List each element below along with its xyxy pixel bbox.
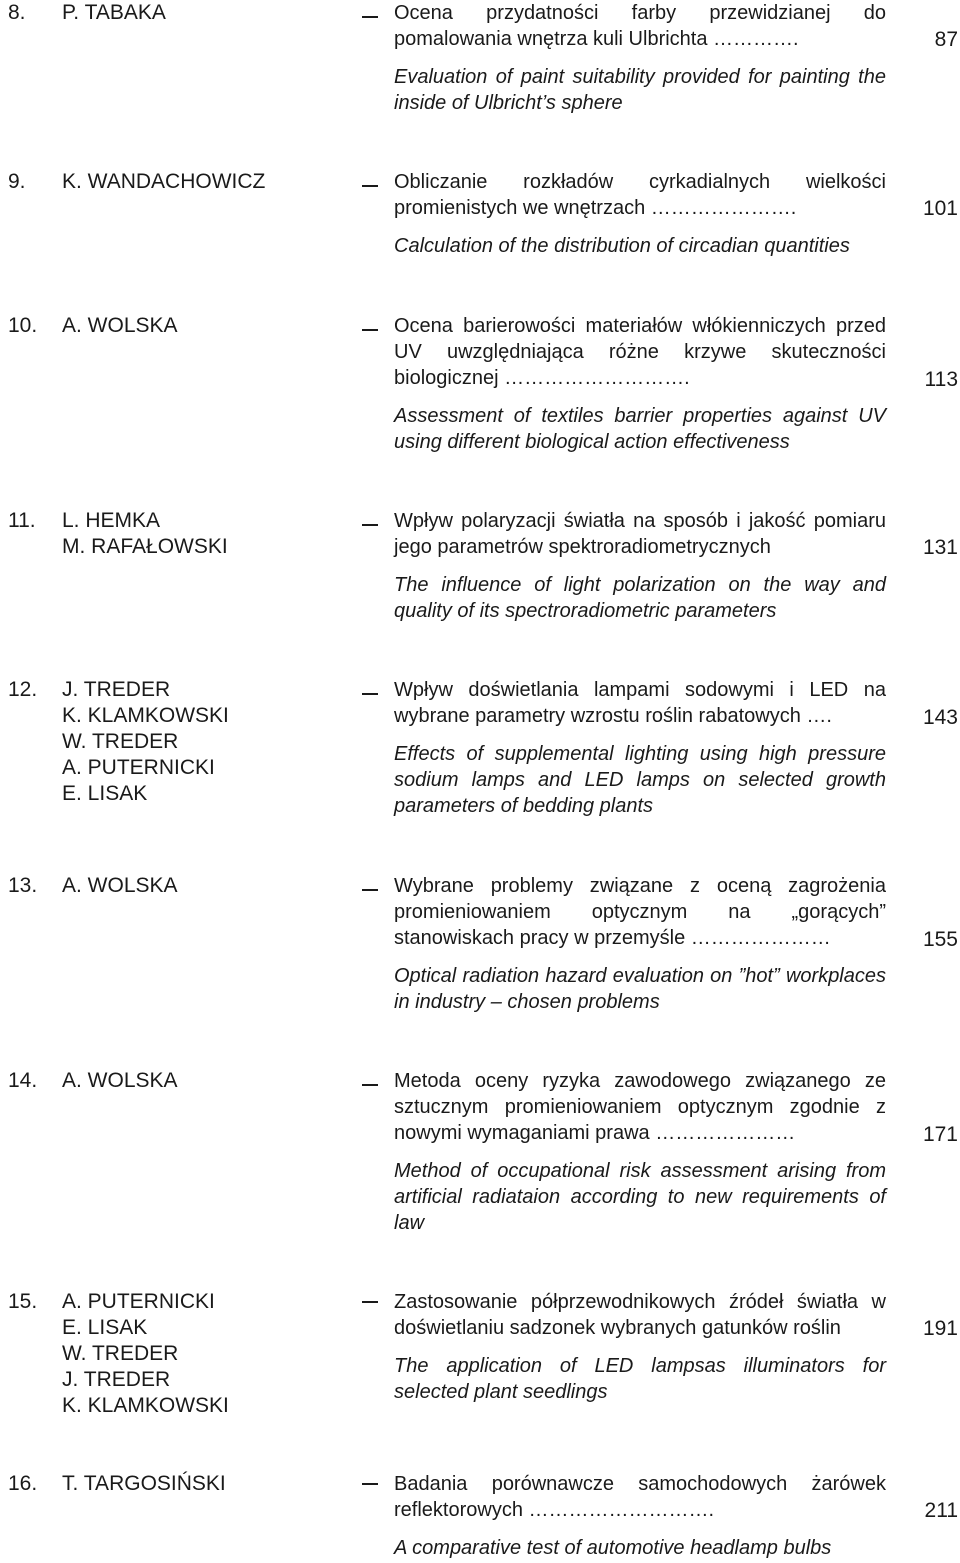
title-polish: Obliczanie rozkładów cyrkadialnych wielkości promienistych we wnętrzach …………………. [394,171,886,219]
author-name: A. PUTERNICKI [62,1290,215,1313]
entry-titles [394,169,886,259]
title-english: The influence of light polarization on the way and quality of its spectroradiometric parameters [394,574,886,622]
title-polish: Wpływ polaryzacji światła na sposób i jakość pomiaru jego parametrów spektroradiometrycznych [394,510,886,558]
title-english: Evaluation of paint suitability provided for painting the inside of Ulbricht’s sphere [394,66,886,114]
dash-separator [362,693,378,695]
entry-titles [394,1289,886,1405]
entry-titles [394,677,886,819]
entry-number: 14. [8,1069,38,1092]
entry-number: 16. [8,1472,38,1495]
entry-number: 10. [8,314,38,337]
dash-separator [362,1483,378,1485]
dash-separator [362,889,378,891]
entry-number: 11. [8,509,36,532]
author-name: M. RAFAŁOWSKI [62,535,228,558]
page-number: 131 [922,536,958,559]
dash-separator [362,16,378,18]
author-name: E. LISAK [62,782,148,805]
authors [62,677,229,807]
entry-titles [394,1471,886,1561]
title-polish: Ocena przydatności farby przewidzianej do pomalowania wnętrza kuli Ulbrichta …………. [394,2,886,50]
title-polish: Ocena barierowości materiałów włókienniczych przed UV uwzględniająca różne krzywe skuteczności biologicznej ………………………. [394,315,886,389]
authors [62,1471,226,1497]
author-name: E. LISAK [62,1316,148,1339]
page-number: 191 [922,1317,958,1340]
title-polish: Zastosowanie półprzewodnikowych źródeł światła w doświetlaniu sadzonek wybranych gatunków roślin [394,1291,886,1339]
title-english: The application of LED lampsas illuminators for selected plant seedlings [394,1355,886,1403]
entry-number: 15. [8,1290,38,1313]
title-polish: Wpływ doświetlania lampami sodowymi i LED na wybrane parametry wzrostu roślin rabatowych …. [394,679,886,727]
title-english: A comparative test of automotive headlamp bulbs [394,1537,832,1559]
author-name: K. KLAMKOWSKI [62,1394,229,1417]
author-name: J. TREDER [62,1368,171,1391]
authors [62,1068,178,1094]
page-number: 171 [922,1123,958,1146]
dash-separator [362,1301,378,1303]
authors [62,508,228,560]
author-name: W. TREDER [62,1342,179,1365]
author-name: L. HEMKA [62,509,161,532]
entry-titles [394,1068,886,1236]
page-number: 155 [922,928,958,951]
title-english: Effects of supplemental lighting using high pressure sodium lamps and LED lamps on selected growth parameters of bedding plants [394,743,886,817]
entry-number: 13. [8,874,38,897]
entry-number: 12. [8,678,38,701]
entry-titles [394,508,886,624]
page-number: 211 [924,1499,958,1522]
entry-titles [394,313,886,455]
author-name: A. PUTERNICKI [62,756,215,779]
author-name: P. TABAKA [62,1,166,24]
author-name: W. TREDER [62,730,179,753]
page-number: 113 [924,368,958,391]
dash-separator [362,185,378,187]
author-name: A. WOLSKA [62,314,178,337]
dash-separator [362,524,378,526]
entry-titles [394,873,886,1015]
page-number: 87 [934,28,958,51]
authors [62,0,166,26]
title-english: Method of occupational risk assessment arising from artificial radiataion according to new requirements of law [394,1160,886,1234]
authors [62,169,265,195]
author-name: T. TARGOSIŃSKI [62,1472,226,1495]
page-number: 143 [922,706,958,729]
entry-number: 8. [8,1,26,24]
title-english: Assessment of textiles barrier properties against UV using different biological action effectiveness [394,405,886,453]
author-name: J. TREDER [62,678,171,701]
dash-separator [362,329,378,331]
author-name: K. WANDACHOWICZ [62,170,266,193]
author-name: K. KLAMKOWSKI [62,704,229,727]
entry-titles [394,0,886,116]
authors [62,1289,229,1419]
title-polish: Wybrane problemy związane z oceną zagrożenia promieniowaniem optycznym na „gorących” stanowiskach pracy w przemyśle ………………… [394,875,886,949]
dash-separator [362,1084,378,1086]
author-name: A. WOLSKA [62,1069,178,1092]
title-polish: Metoda oceny ryzyka zawodowego związanego ze sztucznym promieniowaniem optycznym zgodnie z nowymi wymaganiami prawa ………………… [394,1070,886,1144]
page-number: 101 [922,197,958,220]
title-english: Calculation of the distribution of circadian quantities [394,235,850,257]
entry-number: 9. [8,170,26,193]
authors [62,873,178,899]
title-polish: Badania porównawcze samochodowych żarówek reflektorowych ………………………. [394,1473,886,1521]
title-english: Optical radiation hazard evaluation on ”hot” workplaces in industry – chosen problems [394,965,886,1013]
authors [62,313,178,339]
author-name: A. WOLSKA [62,874,178,897]
